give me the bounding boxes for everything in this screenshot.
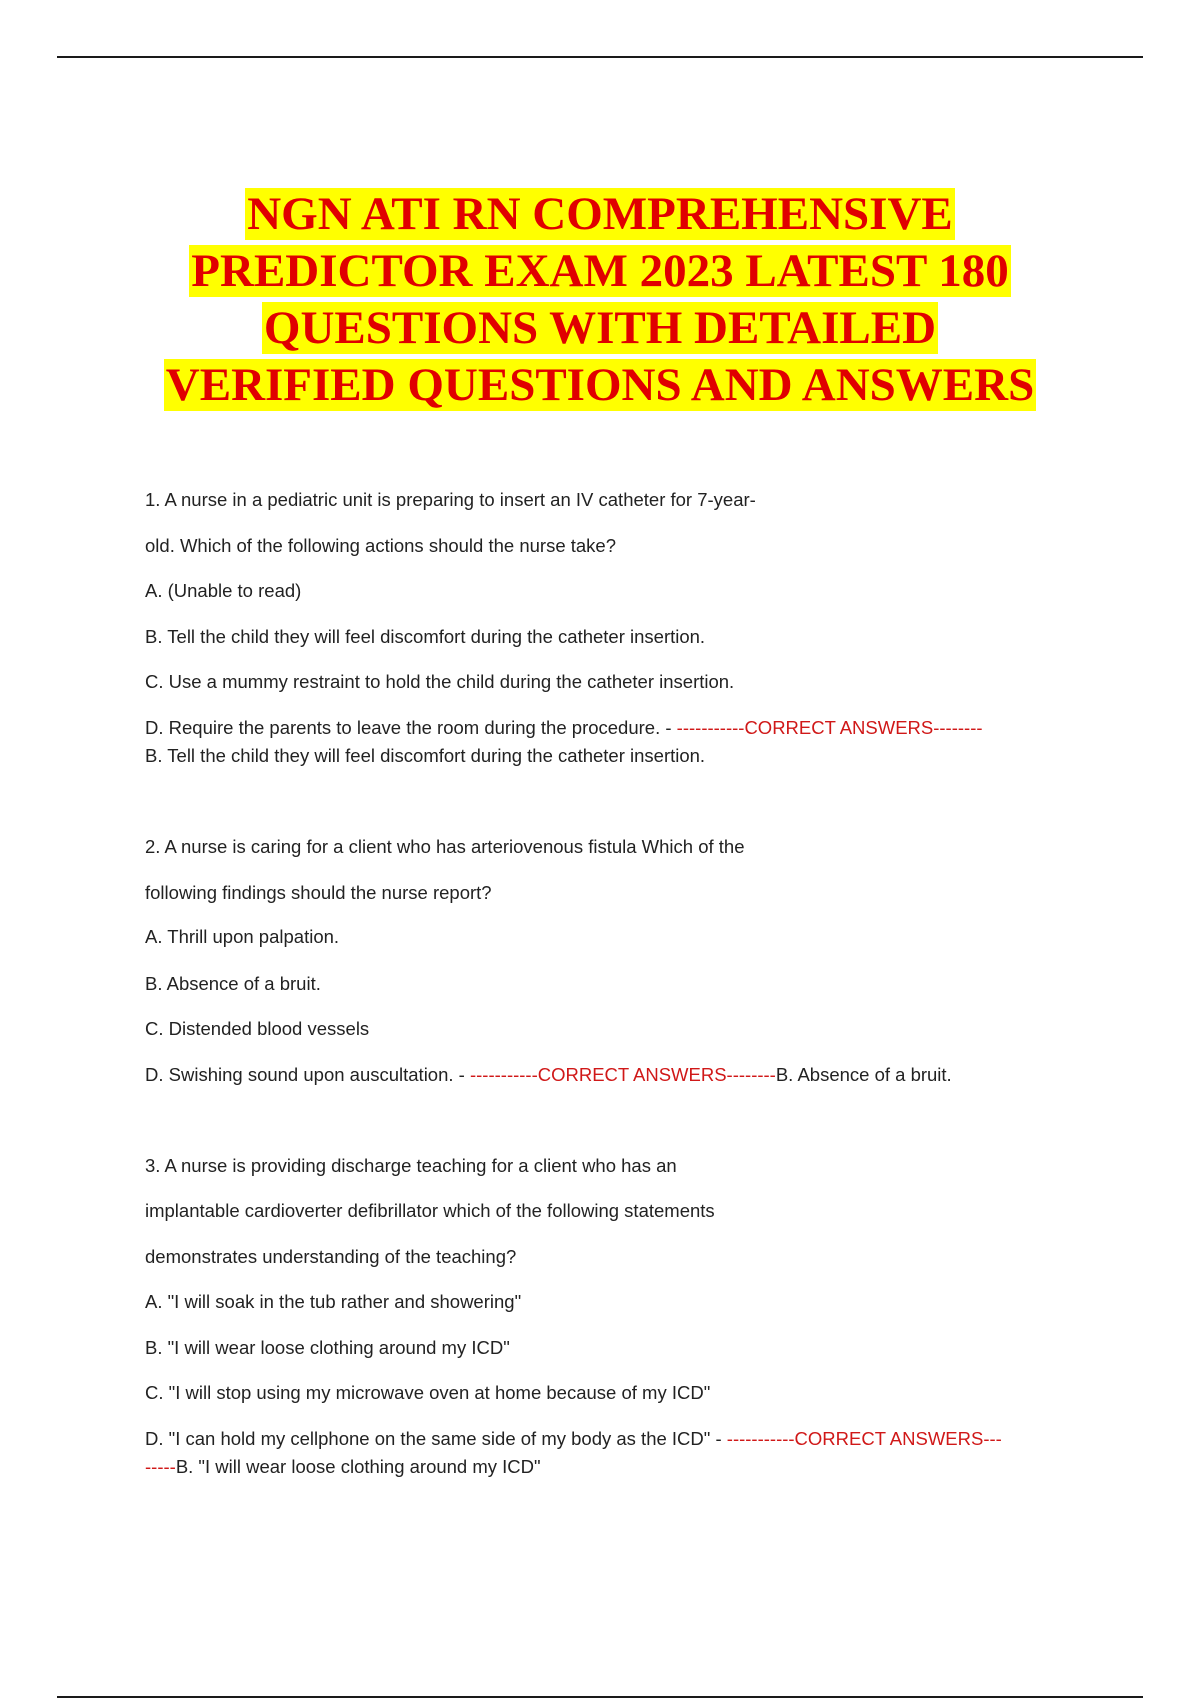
top-rule [57, 56, 1143, 58]
q1-option-c: C. Use a mummy restraint to hold the child during the catheter insertion. [145, 671, 735, 692]
q2-answer: B. Absence of a bruit. [775, 1064, 952, 1085]
q1-stem-line-1: 1. A nurse in a pediatric unit is preparing to insert an IV catheter for 7-year- [145, 489, 756, 510]
q2-stem-line-2: following findings should the nurse report? [145, 882, 492, 903]
q3-stem-line-3: demonstrates understanding of the teaching? [145, 1246, 517, 1267]
q3-option-d: D. "I can hold my cellphone on the same side of my body as the ICD" - [145, 1428, 722, 1449]
q1-stem-line-2: old. Which of the following actions should the nurse take? [145, 535, 617, 556]
title-line-2: PREDICTOR EXAM 2023 LATEST 180 [191, 245, 1009, 297]
q1-answer-marker: -----------CORRECT ANSWERS-------- [676, 717, 983, 738]
q2-answer-marker: -----------CORRECT ANSWERS-------- [469, 1064, 776, 1085]
q3-stem-line-1: 3. A nurse is providing discharge teaching for a client who has an [145, 1155, 677, 1176]
title-line-1: NGN ATI RN COMPREHENSIVE [247, 188, 953, 240]
title-line-3: QUESTIONS WITH DETAILED [263, 302, 937, 354]
title-line-4: VERIFIED QUESTIONS AND ANSWERS [165, 359, 1035, 411]
q1-option-a: A. (Unable to read) [145, 580, 302, 601]
q2-option-d-line [145, 1064, 952, 1086]
q3-option-b: B. "I will wear loose clothing around my ICD" [145, 1337, 510, 1358]
q3-answer-marker-cont: ----- [145, 1456, 176, 1477]
q2-option-d: D. Swishing sound upon auscultation. - [145, 1064, 465, 1085]
q3-option-c: C. "I will stop using my microwave oven at home because of my ICD" [145, 1382, 711, 1403]
q3-answer: B. "I will wear loose clothing around my ICD" [175, 1456, 541, 1477]
q1-option-d-line [145, 717, 983, 739]
q2-option-a: A. Thrill upon palpation. [145, 926, 340, 947]
document-title [0, 186, 1200, 414]
q2-stem-line-1: 2. A nurse is caring for a client who has arteriovenous fistula Which of the [145, 836, 745, 857]
q2-option-c: C. Distended blood vessels [145, 1018, 370, 1039]
q1-option-d: D. Require the parents to leave the room during the procedure. - [145, 717, 672, 738]
q3-option-d-line [145, 1428, 1002, 1450]
bottom-rule [57, 1696, 1143, 1698]
q2-option-b: B. Absence of a bruit. [145, 973, 321, 994]
q3-stem-line-2: implantable cardioverter defibrillator which of the following statements [145, 1200, 715, 1221]
q3-answer-line [145, 1456, 541, 1478]
q1-answer: B. Tell the child they will feel discomfort during the catheter insertion. [145, 745, 706, 766]
q3-option-a: A. "I will soak in the tub rather and showering" [145, 1291, 522, 1312]
q3-answer-marker: -----------CORRECT ANSWERS--- [726, 1428, 1002, 1449]
q1-option-b: B. Tell the child they will feel discomfort during the catheter insertion. [145, 626, 706, 647]
